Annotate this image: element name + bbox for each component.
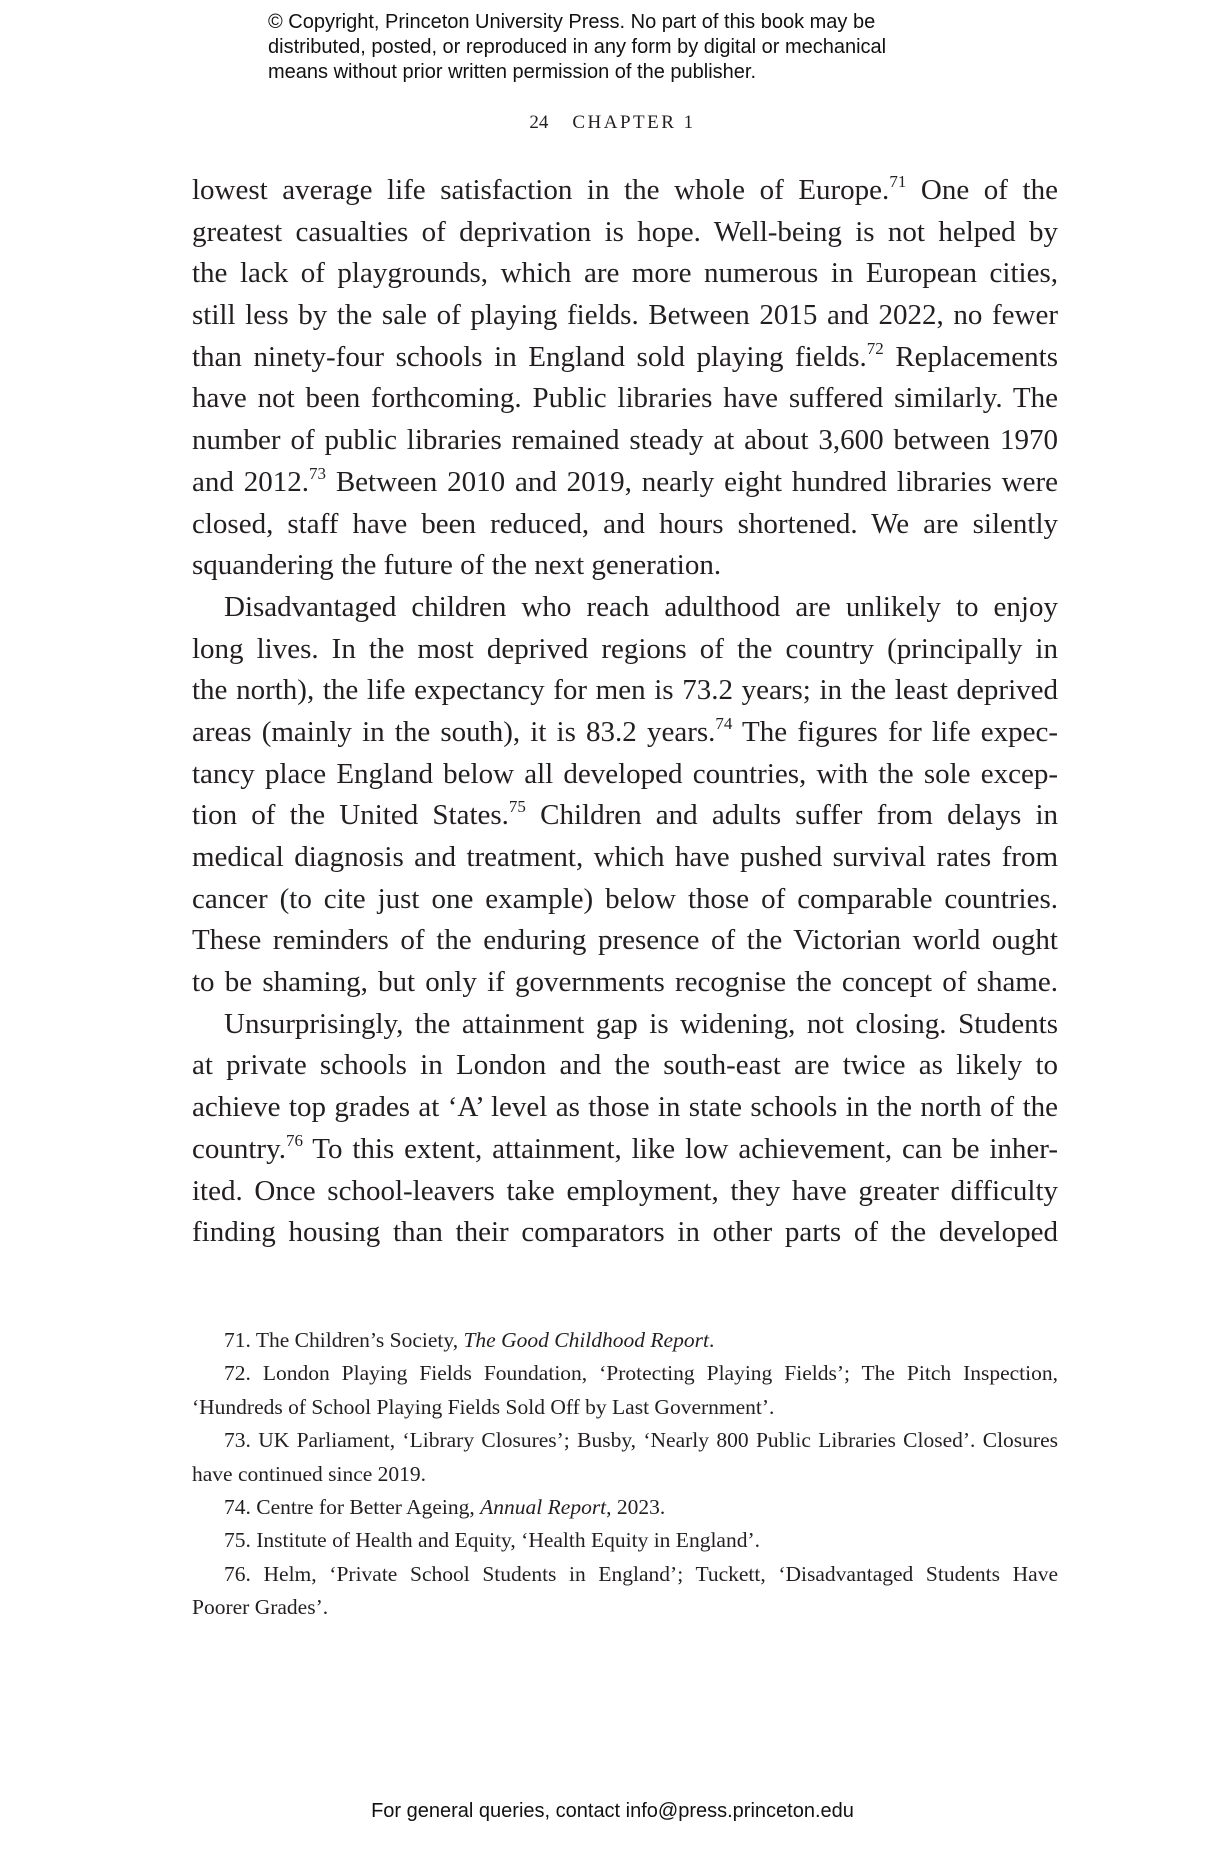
footnote-ref[interactable]: 73 (308, 463, 326, 483)
contact-text: For general queries, contact info@press.princeton.edu (371, 1800, 854, 1822)
footnote-73: 73. UK Parliament, ‘Library Closures’; Busby, ‘Nearly 800 Public Libraries Closed’. Closures (224, 1428, 1058, 1453)
footnote-73-cont: have continued since 2019. (192, 1461, 427, 1486)
body-line: to be shaming, but only if governments recognise the concept of shame. (192, 966, 1058, 999)
body-line: country.$^{76}$ To this extent, attainment, like low achievement, can be inher- (192, 1130, 1058, 1165)
footnote-ref[interactable]: 74 (715, 713, 733, 733)
body-line: the lack of playgrounds, which are more numerous in European cities, (192, 257, 1058, 290)
footnote-ref[interactable]: 75 (508, 797, 526, 817)
footnote-74: 74. Centre for Better Ageing, Annual Report, 2023. (224, 1494, 666, 1519)
body-line: areas (mainly in the south), it is 83.2 years.$^{74}$ The figures for life expec- (192, 713, 1058, 748)
footnote-ref[interactable]: 71 (889, 172, 907, 191)
running-head (0, 112, 1225, 134)
body-line: medical diagnosis and treatment, which have pushed survival rates from (192, 841, 1058, 873)
body-line: and 2012.73 Between 2010 and 2019, nearly eight hundred libraries were (192, 463, 1058, 498)
body-line: closed, staff have been reduced, and hours shortened. We are silently (192, 507, 1058, 540)
body-line: the north), the life expectancy for men is 73.2 years; in the least deprived (192, 674, 1058, 707)
body-line: cancer (to cite just one example) below those of comparable countries. (192, 882, 1058, 915)
body-line: still less by the sale of playing fields. Between 2015 and 2022, no fewer (192, 299, 1058, 332)
body-line: have not been forthcoming. Public libraries have suffered similarly. The (192, 382, 1058, 415)
body-line: greatest casualties of deprivation is hope. Well-being is not helped by (192, 215, 1058, 248)
footnotes (192, 1324, 1058, 1625)
body-line: Unsurprisingly, the attainment gap is widening, not closing. Students (224, 1007, 1058, 1040)
body-line: These reminders of the enduring presence of the Victorian world ought (192, 924, 1058, 957)
body-line: achieve top grades at ‘A’ level as those in state schools in the north of the (192, 1091, 1058, 1124)
footnote-76: 76. Helm, ‘Private School Students in England’; Tuckett, ‘Disadvantaged Students Have (224, 1561, 1058, 1586)
footnote-ref[interactable]: 76 (285, 1130, 303, 1150)
body-line: Disadvantaged children who reach adulthood are unlikely to enjoy (224, 590, 1058, 623)
body-line: tancy place England below all developed countries, with the sole excep- (192, 757, 1058, 790)
copyright-line: © Copyright, Princeton University Press. No part of this book may be (268, 11, 876, 33)
body-line: than ninety-four schools in England sold playing fields.$^{72}$ Replacements (192, 338, 1058, 373)
footnote-76-cont: Poorer Grades’. (192, 1595, 329, 1620)
footnote-71: 71. The Children’s Society, The Good Childhood Report. (224, 1328, 715, 1352)
footnote-72: 72. London Playing Fields Foundation, ‘Protecting Playing Fields’; The Pitch Inspection, (224, 1361, 1058, 1386)
footnote-ref[interactable]: 72 (866, 338, 884, 358)
body-line: tion of the United States.$^{75}$ Children and adults suffer from delays in (192, 797, 1059, 832)
body-line: number of public libraries remained steady at about 3,600 between 1970 (192, 424, 1058, 457)
body-line: squandering the future of the next generation. (192, 549, 722, 582)
footnote-75: 75. Institute of Health and Equity, ‘Health Equity in England’. (224, 1528, 760, 1553)
page-number: 24 (529, 112, 549, 133)
body-line: lowest average life satisfaction in the whole of Europe.$^{71}$ One of the (192, 172, 1058, 206)
contact-footer (0, 1800, 1225, 1823)
copyright-notice (268, 10, 988, 85)
body-line: long lives. In the most deprived regions of the country (principally in (192, 632, 1058, 665)
body-line: finding housing than their comparators in other parts of the developed (192, 1216, 1058, 1249)
copyright-line: distributed, posted, or reproduced in any form by digital or mechanical (268, 36, 887, 58)
body-text (192, 170, 1058, 1254)
body-line: at private schools in London and the south-east are twice as likely to (192, 1049, 1058, 1082)
copyright-line: means without prior written permission of the publisher. (268, 61, 757, 83)
chapter-label: CHAPTER 1 (572, 112, 696, 133)
body-line: ited. Once school-leavers take employment, they have greater difficulty (192, 1174, 1058, 1207)
footnote-72-cont: ‘Hundreds of School Playing Fields Sold Off by Last Government’. (192, 1394, 775, 1419)
